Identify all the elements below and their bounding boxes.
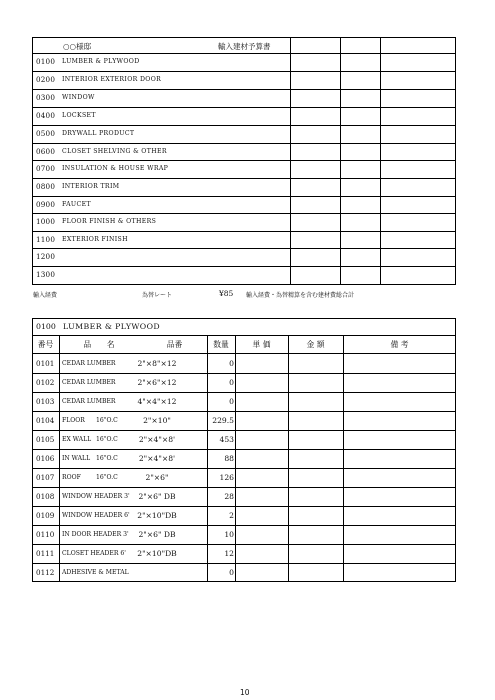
category-code: 0700 xyxy=(36,164,56,173)
header-code: 番号 xyxy=(37,340,54,349)
item-code: 0103 xyxy=(36,397,55,406)
item-spacing: 16"O.C xyxy=(96,455,118,462)
import-cost-label: 輸入経費 xyxy=(33,292,58,299)
item-spacing: 16"O.C xyxy=(96,417,118,424)
category-name: LUMBER & PLYWOOD xyxy=(62,57,140,65)
item-name: EX WALL xyxy=(62,436,92,443)
category-row xyxy=(32,53,456,70)
category-name: WINDOW xyxy=(62,93,95,101)
header-amount: 金 額 xyxy=(306,340,325,349)
table-row xyxy=(32,468,456,487)
item-spec: 2"×8"×12 xyxy=(137,359,177,368)
item-spec: 2"×10" xyxy=(143,416,171,425)
item-code: 0112 xyxy=(36,568,55,577)
table-row xyxy=(32,354,456,373)
category-row xyxy=(32,107,456,124)
header-unit-price: 単 価 xyxy=(252,340,271,349)
category-code: 1000 xyxy=(36,217,56,226)
item-spec xyxy=(112,563,202,582)
category-code: 1100 xyxy=(36,235,56,244)
category-name: DRYWALL PRODUCT xyxy=(62,129,135,137)
item-code: 0111 xyxy=(36,549,55,558)
item-spec: 2"×10"DB xyxy=(137,549,177,558)
category-row xyxy=(32,160,456,177)
item-code: 0110 xyxy=(36,530,55,539)
item-code: 0106 xyxy=(36,454,55,463)
item-qty: 0 xyxy=(229,359,234,368)
item-spec: 2"×4"×8' xyxy=(138,435,176,444)
table-row xyxy=(32,449,456,468)
table-row xyxy=(32,525,456,544)
header-note: 備 考 xyxy=(390,340,409,349)
category-row xyxy=(32,178,456,195)
item-spec: 2"×6" xyxy=(145,473,169,482)
item-qty: 2 xyxy=(229,511,234,520)
item-name: CEDAR LUMBER xyxy=(62,398,116,405)
category-row xyxy=(32,71,456,88)
category-code: 0200 xyxy=(36,75,56,84)
item-name: CEDAR LUMBER xyxy=(62,379,116,386)
client-name: ○○様邸 xyxy=(63,42,92,51)
item-spec: 4"×4"×12 xyxy=(137,397,177,406)
item-name: WINDOW HEADER 6' xyxy=(62,512,130,519)
item-code: 0109 xyxy=(36,511,55,520)
table-row xyxy=(32,411,456,430)
category-name: FAUCET xyxy=(62,200,91,208)
table-row xyxy=(32,563,456,582)
category-row xyxy=(32,196,456,213)
table-row xyxy=(32,506,456,525)
item-name: ADHESIVE & METAL xyxy=(62,569,129,576)
item-qty: 12 xyxy=(224,549,234,558)
item-name: FLOOR xyxy=(62,417,85,424)
document-title: 輸入建材予算書 xyxy=(218,42,271,51)
header-spec: 品番 xyxy=(166,340,183,349)
item-qty: 0 xyxy=(229,397,234,406)
item-name: IN WALL xyxy=(62,455,91,462)
category-row xyxy=(32,213,456,230)
column-header-row xyxy=(32,335,456,354)
item-name: CEDAR LUMBER xyxy=(62,360,116,367)
item-qty: 88 xyxy=(224,454,234,463)
item-code: 0102 xyxy=(36,378,55,387)
category-code: 0400 xyxy=(36,111,56,120)
item-code: 0104 xyxy=(36,416,55,425)
item-qty: 28 xyxy=(224,492,234,501)
section-title: LUMBER & PLYWOOD xyxy=(63,322,161,331)
item-spacing: 16"O.C xyxy=(96,474,118,481)
table-row xyxy=(32,392,456,411)
table-row xyxy=(32,487,456,506)
item-spec: 2"×6"×12 xyxy=(137,378,177,387)
item-qty: 453 xyxy=(219,435,234,444)
header-name: 品 名 xyxy=(83,340,115,349)
item-code: 0101 xyxy=(36,359,55,368)
exchange-rate-value: ¥85 xyxy=(219,289,234,298)
category-name: EXTERIOR FINISH xyxy=(62,235,128,243)
category-name: INSULATION & HOUSE WRAP xyxy=(62,164,169,172)
category-code: 0800 xyxy=(36,182,56,191)
item-qty: 126 xyxy=(219,473,234,482)
item-qty: 229.5 xyxy=(212,416,234,425)
category-row xyxy=(32,266,456,283)
category-row xyxy=(32,143,456,160)
page-number: 10 xyxy=(240,688,250,697)
item-spec: 2"×10"DB xyxy=(137,511,177,520)
exchange-rate-label: 為替レート xyxy=(142,292,173,299)
item-code: 0108 xyxy=(36,492,55,501)
item-qty: 10 xyxy=(224,530,234,539)
category-code: 0500 xyxy=(36,129,56,138)
item-spec: 2"×6" DB xyxy=(138,492,176,501)
category-name: FLOOR FINISH & OTHERS xyxy=(62,217,157,225)
category-code: 1300 xyxy=(36,270,56,279)
item-code: 0107 xyxy=(36,473,55,482)
item-spacing: 16"O.C xyxy=(96,436,118,443)
table-row xyxy=(32,544,456,563)
table-row xyxy=(32,373,456,392)
item-name: ROOF xyxy=(62,474,81,481)
category-code: 1200 xyxy=(36,252,56,261)
table-row xyxy=(32,430,456,449)
category-code: 0900 xyxy=(36,200,56,209)
category-code: 0300 xyxy=(36,93,56,102)
item-name: IN DOOR HEADER 3' xyxy=(62,531,129,538)
category-row xyxy=(32,231,456,248)
total-label: 輸入経費・為替精算を含む建材費総合計 xyxy=(246,292,355,299)
category-name: INTERIOR EXTERIOR DOOR xyxy=(62,75,162,83)
item-name: CLOSET HEADER 6' xyxy=(62,550,126,557)
category-row xyxy=(32,248,456,265)
category-code: 0100 xyxy=(36,57,56,66)
category-name: LOCKSET xyxy=(62,111,96,119)
item-spec: 2"×4"×8' xyxy=(138,454,176,463)
category-row xyxy=(32,125,456,142)
category-code: 0600 xyxy=(36,147,56,156)
item-code: 0105 xyxy=(36,435,55,444)
item-name: WINDOW HEADER 3' xyxy=(62,493,130,500)
item-spec: 2"×6" DB xyxy=(138,530,176,539)
category-row xyxy=(32,89,456,106)
item-qty: 0 xyxy=(229,568,234,577)
section-code: 0100 xyxy=(36,322,56,331)
category-name: INTERIOR TRIM xyxy=(62,182,120,190)
item-qty: 0 xyxy=(229,378,234,387)
category-name: CLOSET SHELVING & OTHER xyxy=(62,147,167,155)
header-qty: 数量 xyxy=(213,340,229,349)
